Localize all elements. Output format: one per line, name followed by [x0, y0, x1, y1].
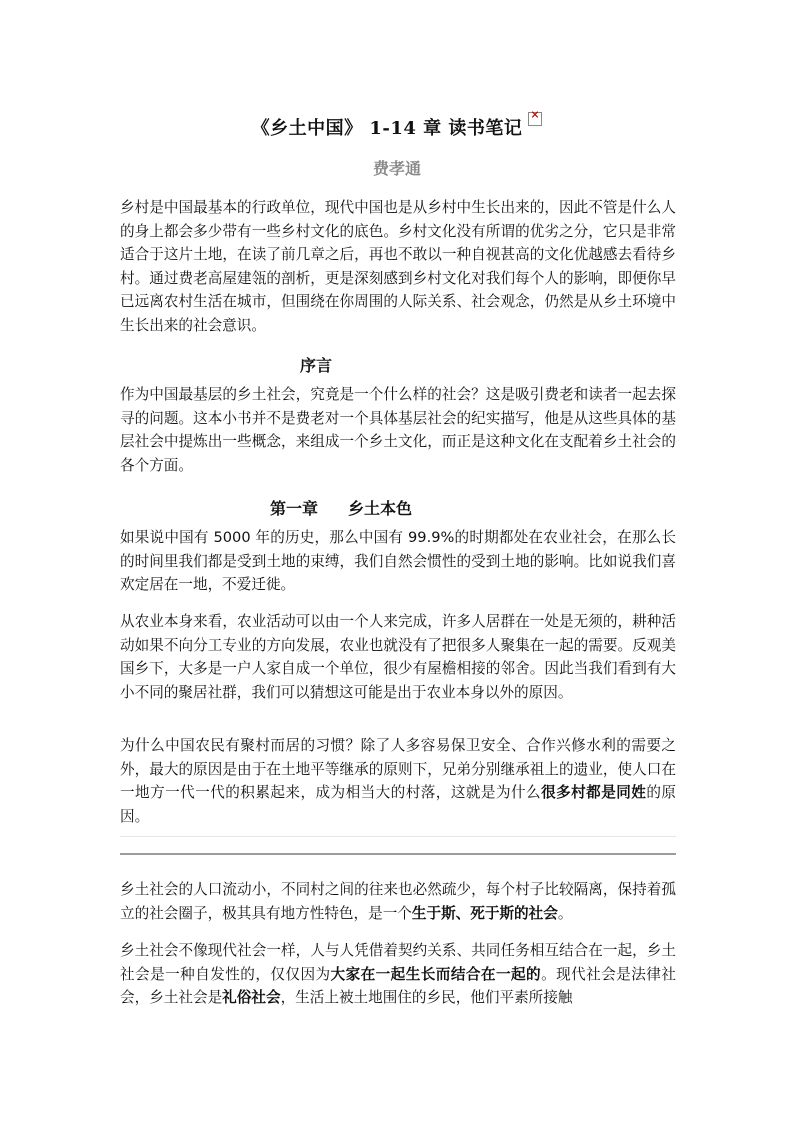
section2-paragraph-1: [120, 878, 676, 925]
chapter1-title: 乡土本色: [348, 499, 413, 518]
divider-thick: [120, 853, 676, 855]
chapter1-heading: [270, 496, 412, 519]
broken-image-icon: [528, 112, 542, 126]
chapter1-paragraph-3: [120, 734, 676, 828]
section2-p2-a: 乡土社会不像现代社会一样，人与人凭借着契约关系、共同任务相互结合在一起，乡土社会是一种自发性的，仅仅因为: [120, 942, 676, 983]
intro-text: 乡村是中国最基本的行政单位，现代中国也是从乡村中生长出来的，因此不管是什么人的身上都会多少带有一些乡村文化的底色。乡村文化没有所谓的优劣之分，它只是非常适合于这片土地，在读了前几章之后，再也不敢以一种自视甚高的文化优越感去看待乡村。通过费老高屋建瓴的剖析，更是深刻感到乡村文化对我们每个人的影响，即便你早已远离农村生活在城市，但围绕在你周围的人际关系、社会观念，仍然是从乡土环境中生长出来的社会意识。: [120, 199, 676, 334]
section2-paragraph-2: [120, 939, 676, 1010]
title-text: 《乡土中国》 1-14 章 读书笔记: [251, 118, 523, 139]
section2-p2-b: 大家在一起生长而结合在一起的: [330, 965, 542, 983]
document-title: [0, 112, 794, 140]
preface-paragraph: [120, 383, 676, 477]
author-name: 费孝通: [372, 159, 421, 178]
divider-thin: [120, 836, 676, 837]
section2-p2-c: 。现代社会是法律社会，乡土社会是: [120, 965, 676, 1006]
chapter1-paragraph-2: [120, 610, 676, 704]
chapter1-number: 第一章: [270, 499, 319, 518]
chapter1-p3-post: 的原因。: [120, 784, 676, 825]
section2-p1-post: 。: [557, 904, 573, 922]
chapter1-p3-bold: 很多村都是同姓: [541, 784, 647, 801]
section2-p2-e: ，生活上被土地围住的乡民，他们平素所接触: [280, 989, 573, 1006]
section2-p2-d: 礼俗社会: [222, 989, 281, 1006]
chapter1-p1-text: 如果说中国有 5000 年的历史，那么中国有 99.9%的时期都处在农业社会，在那么长的时间里我们都是受到土地的束缚，我们自然会惯性的受到土地的影响。比如说我们喜欢定居在一地，不爱迁徙。: [120, 529, 676, 593]
preface-heading: 序言: [300, 356, 333, 375]
intro-paragraph: [120, 196, 676, 337]
preface-text: 作为中国最基层的乡土社会，究竟是一个什么样的社会？这是吸引费老和读者一起去探寻的问题。这本小书并不是费老对一个具体基层社会的纪实描写，他是从这些具体的基层社会中提炼出一些概念，来组成一个乡土文化，而正是这种文化在支配着乡土社会的各个方面。: [120, 386, 676, 474]
chapter1-paragraph-1: [120, 526, 676, 597]
section2-p1-bold: 生于斯、死于斯的社会: [411, 904, 558, 922]
chapter1-p2-text: 从农业本身来看，农业活动可以由一个人来完成，许多人居群在一处是无须的，耕种活动如果不向分工专业的方向发展，农业也就没有了把很多人聚集在一起的需要。反观美国乡下，大多是一户人家自成一个单位，很少有屋檐相接的邻舍。因此当我们看到有大小不同的聚居社群，我们可以猜想这可能是出于农业本身以外的原因。: [120, 613, 676, 701]
chapter1-p3-pre: 为什么中国农民有聚村而居的习惯？除了人多容易保卫安全、合作兴修水利的需要之外，最大的原因是由于在土地平等继承的原则下，兄弟分别继承祖上的遗业，使人口在一地方一代一代的积累起来，成为相当大的村落，这就是为什么: [120, 737, 676, 801]
section2-p1-pre: 乡土社会的人口流动小，不同村之间的往来也必然疏少，每个村子比较隔离，保持着孤立的社会圈子，极其具有地方性特色，是一个: [120, 881, 676, 922]
